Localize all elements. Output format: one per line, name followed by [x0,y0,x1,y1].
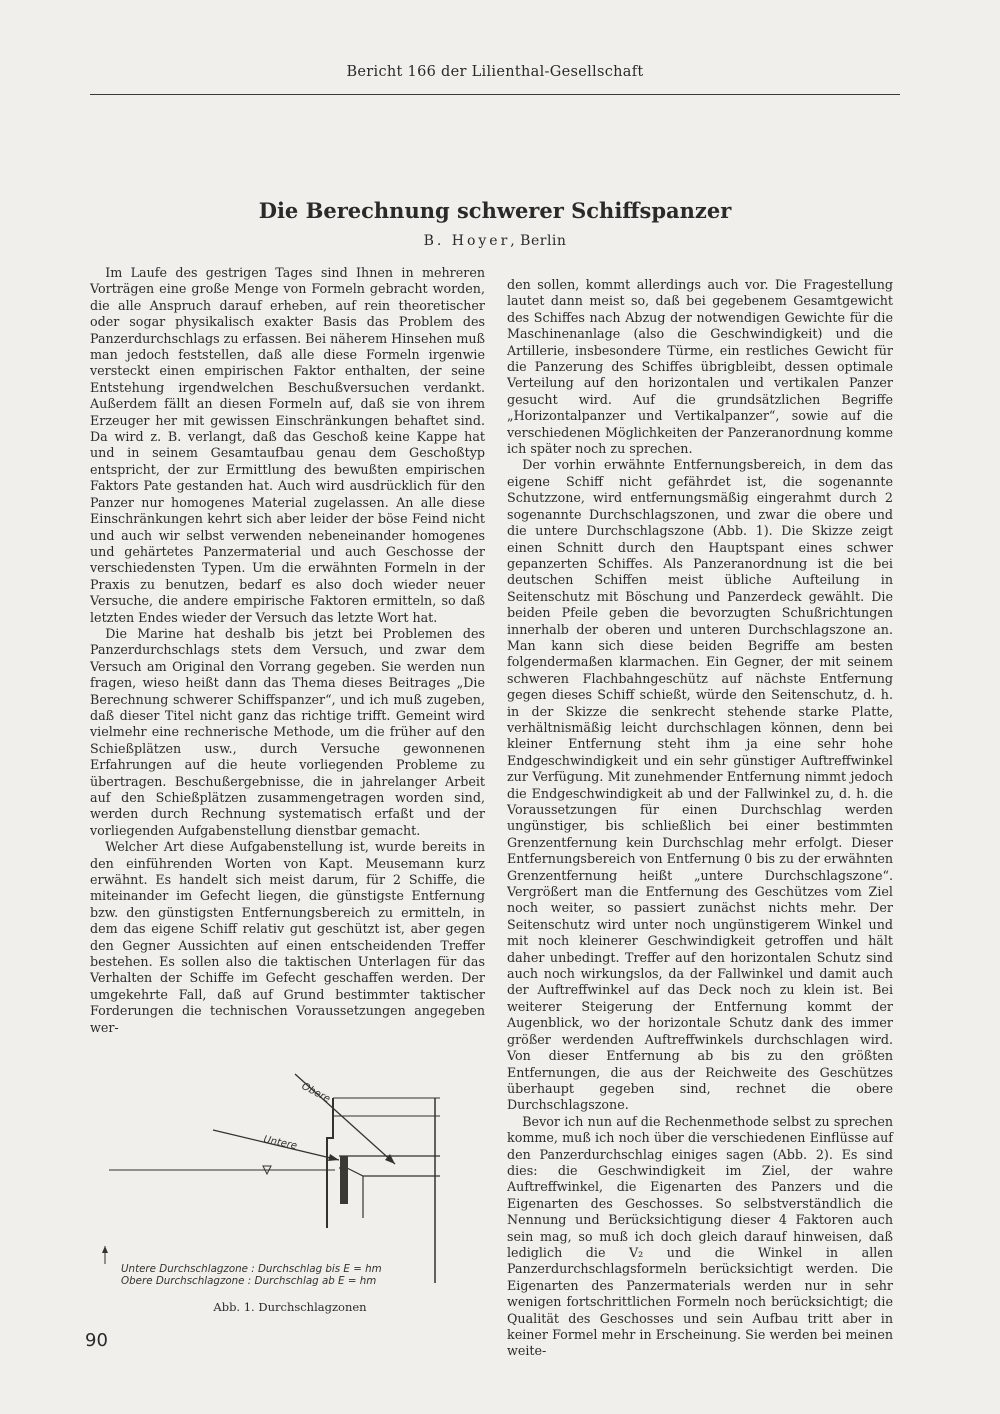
paragraph: Welcher Art diese Aufgabenstellung ist, wurde bereits in den einführenden Worten von Kapt. Meusemann kurz erwähnt. Es handelt sich meist darum, für 2 Schiffe, die miteinander im Gefecht liegen, die günstigste Entfernung bzw. den günstigsten Entfernungsbereich zu ermitteln, in dem das eigene Schiff relativ gut geschützt ist, aber gegen den Gegner Aussichten auf einen entscheidenden Treffer bestehen. Es sollen also die taktischen Unterlagen für das Verhalten der Schiffe im Gefecht geschaffen werden. Der umgekehrte Fall, daß auf Grund bestimmter taktischer Forderungen die technischen Voraussetzungen angegeben wer- [90,839,485,1035]
figure-legend [121,1264,421,1287]
page-number: 90 [85,1330,108,1351]
figure-durchschlagzonen [95,1068,485,1318]
paragraph: den sollen, kommt allerdings auch vor. Die Fragestellung lautet dann meist so, daß bei gegebenem Gesamtgewicht des Schiffes nach Abzug der notwendigen Gewichte für die Maschinenanlage (also die Geschwindigkeit) und die Artillerie, insbesondere Türme, ein restliches Gewicht für die Panzerung des Schiffes übrigbleibt, dessen optimale Verteilung auf den horizontalen und vertikalen Panzer gesucht wird. Auf die grundsätzlichen Begriffe „Horizontalpanzer und Vertikalpanzer“, sowie auf die verschiedenen Möglichkeiten der Panzeranordnung komme ich später noch zu sprechen. [507,277,893,457]
author-name: B. Hoyer [423,233,511,249]
right-column [507,277,893,1360]
figure-caption: Abb. 1. Durchschlagzonen [213,1300,367,1314]
paragraph: Im Laufe des gestrigen Tages sind Ihnen in mehreren Vorträgen eine große Menge von Formeln gebracht worden, die alle Anspruch darauf erheben, auf rein theoretischer oder sogar physikalisch exakter Basis das Problem des Panzerdurchschlags zu erfassen. Bei näherem Hinsehen muß man jedoch feststellen, daß alle diese Formeln irgenwie versteckt einen empirischen Faktor enthalten, der seine Entstehung irgendwelchen Beschußversuchen verdankt. Außerdem fällt an diesen Formeln auf, daß sie von ihrem Erzeuger her mit gewissen Einschränkungen behaftet sind. Da wird z. B. verlangt, daß das Geschoß keine Kappe hat und in seinem Gesamtaufbau genau dem Geschoßtyp entspricht, der zur Ermittlung des bewußten empirischen Faktors Pate gestanden hat. Auch wird ausdrücklich für den Panzer nur homogenes Material zugelassen. An alle diese Einschränkungen kehrt sich aber leider der böse Feind nicht und auch wir selbst verwenden nebeneinander homogenes und gehärtetes Panzermaterial und auch Geschosse der verschiedensten Typen. Um die erwähnten Formeln in der Praxis zu benutzen, bedarf es also doch wieder neuer Versuche, die andere empirische Faktoren ermitteln, so daß letzten Endes wieder der Versuch das letzte Wort hat. [90,265,486,625]
article-author [90,233,900,249]
legend-untere: Untere Durchschlagzone : Durchschlag bis E = hm [121,1263,382,1275]
running-head: Bericht 166 der Lilienthal-Gesellschaft [346,64,644,80]
author-location: , Berlin [510,233,567,249]
header-rule [90,94,900,95]
label-untere: Untere [262,1134,298,1153]
label-obere: Obere [299,1080,332,1106]
paragraph: Der vorhin erwähnte Entfernungsbereich, in dem das eigene Schiff nicht gefährdet ist, die sogenannte Schutzzone, wird entfernungsmäßig eingerahmt durch 2 sogenannte Durchschlagszonen, und zwar die obere und die untere Durchschlagszone (Abb. 1). Die Skizze zeigt einen Schnitt durch den Hauptspant eines schwer gepanzerten Schiffes. Als Panzeranordnung ist die bei deutschen Schiffen meist übliche Aufteilung in Seitenschutz mit Böschung und Panzerdeck gewählt. Die beiden Pfeile geben die bevorzugten Schußrichtungen innerhalb der oberen und unteren Durchschlagszone an. Man kann sich diese beiden Begriffe am besten folgendermaßen klarmachen. Ein Gegner, der mit seinem schweren Flachbahngeschütz auf nächste Entfernung gegen dieses Schiff schießt, würde den Seitenschutz, d. h. in der Skizze die senkrecht stehende starke Platte, verhältnismäßig leicht durchschlagen können, denn bei kleiner Entfernung steht ihm ja eine sehr hohe Endgeschwindigkeit und ein sehr günstiger Auftreffwinkel zur Verfügung. Mit zunehmender Entfernung nimmt jedoch die Endgeschwindigkeit ab und der Fallwinkel zu, d. h. die Voraussetzungen für einen Durchschlag werden ungünstiger, bis schließlich bei einer bestimmten Grenzentfernung kein Durchschlag mehr erfolgt. Dieser Entfernungsbereich von Entfernung 0 bis zu der erwähnten Grenzentfernung heißt „untere Durchschlagszone“. Vergrößert man die Entfernung des Geschützes vom Ziel noch weiter, so passiert zunächst nichts mehr. Der Seitenschutz wird unter noch ungünstigerem Winkel und mit noch kleinerer Geschwindigkeit getroffen und hält daher unbedingt. Treffer auf den horizontalen Schutz sind auch noch wirkungslos, da der Fallwinkel und damit auch der Auftreffwinkel auf das Deck noch zu klein ist. Bei weiterer Steigerung der Entfernung kommt der Augenblick, wo der horizontale Schutz dank des immer größer werdenden Auftreffwinkels durchschlagen wird. Von dieser Entfernung ab bis zu den größten Entfernungen, die aus der Reichweite des Geschützes überhaupt gegeben sind, rechnet die obere Durchschlagszone. [507,457,893,1113]
article-title: Die Berechnung schwerer Schiffspanzer [258,198,732,223]
legend-obere: Obere Durchschlagzone : Durchschlag ab E = hm [121,1274,377,1287]
paragraph: Die Marine hat deshalb bis jetzt bei Problemen des Panzerdurchschlags stets dem Versuch, und zwar dem Versuch am Original den Vorrang gegeben. Sie werden nun fragen, wieso heißt dann das Thema dieses Beitrages „Die Berechnung schwerer Schiffspanzer“, und ich muß zugeben, daß dieser Titel nicht ganz das richtige trifft. Gemeint wird vielmehr eine rechnerische Methode, um die früher auf den Schießplätzen usw., durch Versuche gewonnenen Erfahrungen auf die heute vorliegenden Probleme zu übertragen. Beschußergebnisse, die in jahrelanger Arbeit auf den Schießplätzen zusammengetragen worden sind, werden durch Rechnung systematisch erfaßt und der vorliegenden Aufgabenstellung dienstbar gemacht. [90,625,485,838]
left-column [90,265,485,1036]
paragraph: Bevor ich nun auf die Rechenmethode selbst zu sprechen komme, muß ich noch über die verschiedenen Einflüsse auf den Panzerdurchschlag einiges sagen (Abb. 2). Es sind dies: die Geschwindigkeit im Ziel, der wahre Auftreffwinkel, die Eigenarten des Panzers und die Eigenarten des Geschosses. So selbstverständlich die Nennung und Berücksichtigung dieser 4 Faktoren auch sein mag, so muß ich doch gleich darauf hinweisen, daß lediglich die V₂ und die Winkel in allen Panzerdurchschlagsformeln berücksichtigt werden. Die Eigenarten des Panzermaterials werden nur in sehr wenigen fortschrittlichen Formeln noch berücksichtigt; die Qualität des Geschosses und sein Aufbau tritt aber in keiner Formel mehr in Erscheinung. Sie werden bei meinen weite- [507,1113,893,1359]
